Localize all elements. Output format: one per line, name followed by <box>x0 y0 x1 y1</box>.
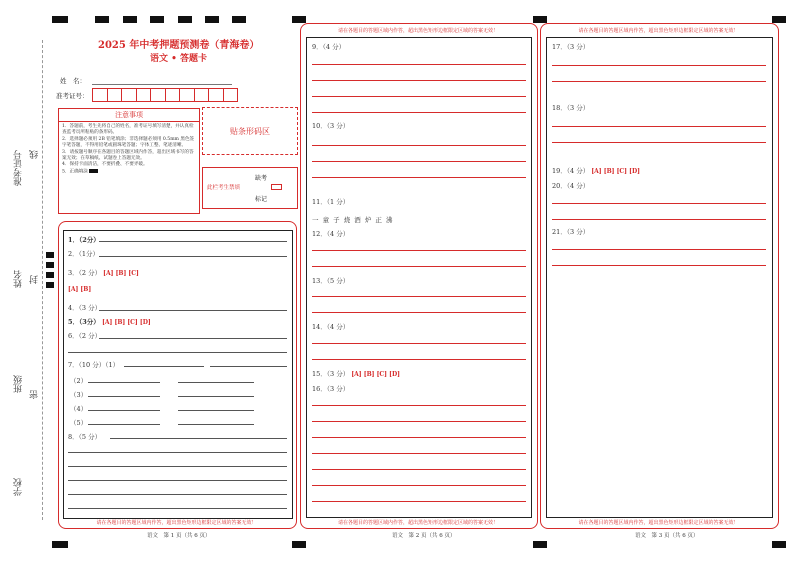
registration-mark <box>772 541 786 548</box>
answer-line <box>88 410 160 411</box>
q11-label: 11．（1 分） <box>312 198 350 206</box>
q5-label: 5．（3分） [A] [B] [C] [D] <box>68 318 151 326</box>
answer-line <box>312 359 526 360</box>
q13-label: 13．（5 分） <box>312 277 350 285</box>
q6-label: 6．（2 分） <box>68 332 102 340</box>
q19-label: 19．（4 分） [A] [B] [C] [D] <box>552 167 640 175</box>
q10-label: 10．（3 分） <box>312 122 350 130</box>
binding-dashed-line <box>42 40 43 520</box>
q14-label: 14．（4 分） <box>312 323 350 331</box>
notes-item-fill: 5．正确填涂 <box>62 169 196 176</box>
q7-sub-5: （5） <box>70 419 88 427</box>
answer-line <box>312 266 526 267</box>
answer-line <box>552 265 766 266</box>
answer-line <box>312 250 526 251</box>
answer-line <box>68 480 287 481</box>
q17-label: 17．（3 分） <box>552 43 590 51</box>
q12-label: 12．（4 分） <box>312 230 350 238</box>
answer-line <box>312 112 526 113</box>
answer-line <box>312 177 526 178</box>
warning-text-2a: 请在各题目的答题区域内作答，超出黑色矩形边框限定区域的答案无效！ <box>337 28 498 34</box>
answer-line <box>552 126 766 127</box>
answer-line <box>312 343 526 344</box>
notes-item: 2．选择题必须用 2B 铅笔填涂；非选择题必须用 0.5mm 黑色签字笔答题，不得用铅笔或圆珠笔答题；字体工整、笔迹清晰。 <box>62 136 195 149</box>
answer-line <box>552 219 766 220</box>
q3-options[interactable]: [A] [B] [C] <box>103 270 139 277</box>
q2-label: 2．（1分） <box>68 250 100 258</box>
q1-label: 1．（2分） <box>68 236 100 244</box>
answer-line <box>552 142 766 143</box>
binding-class: 班级 <box>14 375 24 393</box>
q3-label: 3．（2 分） [A] [B] [C] <box>68 269 139 277</box>
registration-mark <box>232 16 246 23</box>
answer-line <box>178 410 254 411</box>
answer-line <box>124 366 204 367</box>
answer-line <box>552 203 766 204</box>
answer-line <box>312 145 526 146</box>
registration-mark <box>292 541 306 548</box>
exam-no-label: 准考证号： <box>56 92 89 100</box>
notes-item: 1．答题前，考生先将自己的姓名，准考证号填写清楚，并认真检查监考员所粘贴的条形码。 <box>62 124 194 136</box>
answer-line <box>178 396 254 397</box>
registration-mark <box>52 541 68 548</box>
answer-line <box>312 312 526 313</box>
registration-mark <box>46 272 54 278</box>
q15-options[interactable]: [A] [B] [C] [D] <box>351 371 400 378</box>
answer-line <box>68 466 287 467</box>
answer-line <box>552 81 766 82</box>
registration-mark <box>205 16 219 23</box>
warning-text-3a: 请在各题目的答题区域内作答，超出黑色矩形边框限定区域的答案无效！ <box>578 28 739 34</box>
answer-line <box>99 241 287 242</box>
answer-line <box>88 396 160 397</box>
q3-extra-options[interactable]: [A] [B] <box>68 286 92 293</box>
name-field[interactable] <box>92 84 232 85</box>
answer-line <box>68 452 287 453</box>
answer-line <box>99 310 287 311</box>
q9-label: 9．（4 分） <box>312 43 346 51</box>
answer-line <box>68 494 287 495</box>
binding-name: 姓名 <box>14 270 24 288</box>
answer-line <box>68 508 287 509</box>
q7-sub-2: （2） <box>70 377 88 385</box>
answer-line <box>552 249 766 250</box>
q7-sub-4: （4） <box>70 405 88 413</box>
answer-line <box>210 366 287 367</box>
absent-box <box>202 167 298 209</box>
notes-box <box>58 108 200 214</box>
registration-mark <box>52 16 68 23</box>
q11-text: 一 童 子 烧 酒 炉 正 沸 <box>312 216 394 224</box>
warning-text-3b: 请在各题目的答题区域内作答，超出黑色矩形边框限定区域的答案无效！ <box>578 520 739 526</box>
answer-line <box>312 469 526 470</box>
q15-label: 15．（3 分） [A] [B] [C] [D] <box>312 370 400 378</box>
answer-line <box>312 64 526 65</box>
absent-checkbox[interactable] <box>271 184 282 190</box>
notes-title: 注意事项 <box>59 109 199 122</box>
page-title: 2025 年中考押题预测卷（青海卷） <box>98 40 260 51</box>
q21-label: 21．（3 分） <box>552 228 590 236</box>
answer-line <box>178 382 254 383</box>
q4-label: 4．（3 分） <box>68 304 102 312</box>
answer-line <box>312 80 526 81</box>
notes-item: 3．请按题号顺序在各题目的答题区域内作答，超出区域书写的答案无效；在草稿纸、试题卷上答题无效。 <box>62 149 194 162</box>
absent-restriction: 此栏考生禁填 <box>207 185 241 191</box>
answer-line <box>312 405 526 406</box>
binding-mi: 密 <box>30 390 40 399</box>
q7-sub-3: （3） <box>70 391 88 399</box>
answer-line <box>312 96 526 97</box>
registration-mark <box>95 16 109 23</box>
answer-line <box>68 352 287 353</box>
absent-label: 缺考 <box>255 175 268 182</box>
registration-mark <box>123 16 137 23</box>
registration-mark <box>150 16 164 23</box>
answer-line <box>110 438 287 439</box>
binding-school: 学校 <box>14 478 24 496</box>
q20-label: 20．（4 分） <box>552 182 590 190</box>
answer-line <box>312 453 526 454</box>
registration-mark <box>772 16 786 23</box>
name-label: 姓 名： <box>60 77 86 85</box>
answer-line <box>312 296 526 297</box>
answer-line <box>552 65 766 66</box>
binding-xian: 线 <box>30 150 40 159</box>
registration-mark <box>292 16 306 23</box>
binding-exam-no: 准考证号 <box>14 150 24 186</box>
registration-mark <box>46 252 54 258</box>
warning-text-1: 请在各题目的答题区域内作答，超出黑色矩形边框限定区域的答案无效！ <box>96 520 257 526</box>
warning-text-2b: 请在各题目的答题区域内作答，超出黑色矩形边框限定区域的答案无效！ <box>337 520 498 526</box>
page-subtitle: 语文 • 答题卡 <box>150 54 208 64</box>
registration-mark <box>533 541 547 548</box>
barcode-label: 贴条形码区 <box>230 126 270 136</box>
exam-no-boxes[interactable] <box>92 88 238 102</box>
page-footer-3: 语文 第 3 页（共 6 页） <box>635 533 699 539</box>
absent-mark-label: 标记 <box>255 196 268 203</box>
registration-mark <box>178 16 192 23</box>
binding-feng: 封 <box>30 275 40 284</box>
answer-line <box>88 424 160 425</box>
q7-label: 7．（10 分）（1） <box>68 361 120 369</box>
answer-line <box>99 338 287 339</box>
answer-line <box>99 256 287 257</box>
q16-label: 16．（3 分） <box>312 385 350 393</box>
page-footer-1: 语文 第 1 页（共 6 页） <box>147 533 211 539</box>
answer-line <box>312 161 526 162</box>
answer-line <box>312 501 526 502</box>
registration-mark <box>46 282 54 288</box>
answer-line <box>312 437 526 438</box>
q19-options[interactable]: [A] [B] [C] [D] <box>591 168 640 175</box>
answer-line <box>312 485 526 486</box>
q5-options[interactable]: [A] [B] [C] [D] <box>102 319 151 326</box>
barcode-area <box>202 107 298 155</box>
q18-label: 18．（3 分） <box>552 104 590 112</box>
answer-line <box>312 421 526 422</box>
answer-line <box>178 424 254 425</box>
registration-mark <box>46 262 54 268</box>
answer-line <box>88 382 160 383</box>
notes-item: 4．保持卡面清洁，不要折叠、不要弄破。 <box>62 162 148 168</box>
q8-label: 8．（5 分） <box>68 433 102 441</box>
registration-mark <box>533 16 547 23</box>
page-footer-2: 语文 第 2 页（共 6 页） <box>392 533 456 539</box>
